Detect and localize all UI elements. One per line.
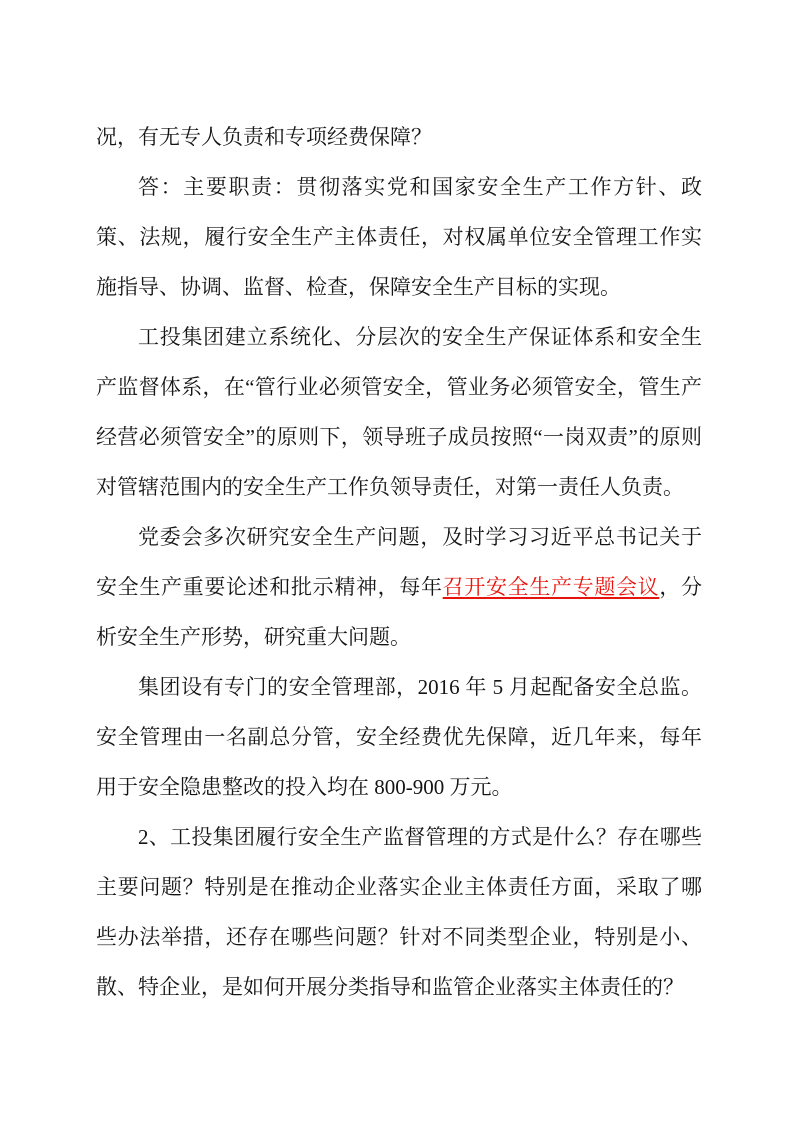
paragraph-text: 集团设有专门的安全管理部，2016 年 5 月起配备安全总监。安全管理由一名副总分管，安全经费优先保障，近几年来，每年用于安全隐患整改的投入均在 800-900 万元。 — [96, 675, 702, 799]
paragraph-text: 工投集团建立系统化、分层次的安全生产保证体系和安全生产监督体系，在“管行业必须管安全，管业务必须管安全，管生产经营必须管安全”的原则下，领导班子成员按照“一岗双责”的原则对管辖范围内的安全生产工作负领导责任，对第一责任人负责。 — [96, 325, 702, 499]
paragraph-text: ，分析安全生产形势，研究重大问题。 — [96, 575, 703, 649]
paragraph-party-committee — [96, 512, 702, 662]
paragraph-text: 答：主要职责：贯彻落实党和国家安全生产工作方针、政策、法规，履行安全生产主体责任，对权属单位安全管理工作实施指导、协调、监督、检查，保障安全生产目标的实现。 — [96, 175, 702, 299]
paragraph-text: 2、工投集团履行安全生产监督管理的方式是什么？存在哪些主要问题？特别是在推动企业落实企业主体责任方面，采取了哪些办法举措，还存在哪些问题？针对不同类型企业，特别是小、散、特企业，是如何开展分类指导和监管企业落实主体责任的？ — [96, 825, 702, 999]
paragraph-system — [96, 312, 702, 512]
paragraph-text: 况，有无专人负责和专项经费保障？ — [96, 125, 432, 149]
document-body — [96, 112, 702, 1012]
paragraph-continuation — [96, 112, 702, 162]
paragraph-safety-department — [96, 662, 702, 812]
paragraph-text: 党委会多次研究安全生产问题，及时学习习近平总书记关于安全生产重要论述和批示精神，每年 — [96, 525, 702, 599]
paragraph-question-2 — [96, 812, 702, 1012]
paragraph-answer-duties — [96, 162, 702, 312]
highlighted-text: 召开安全生产专题会议 — [442, 575, 660, 599]
